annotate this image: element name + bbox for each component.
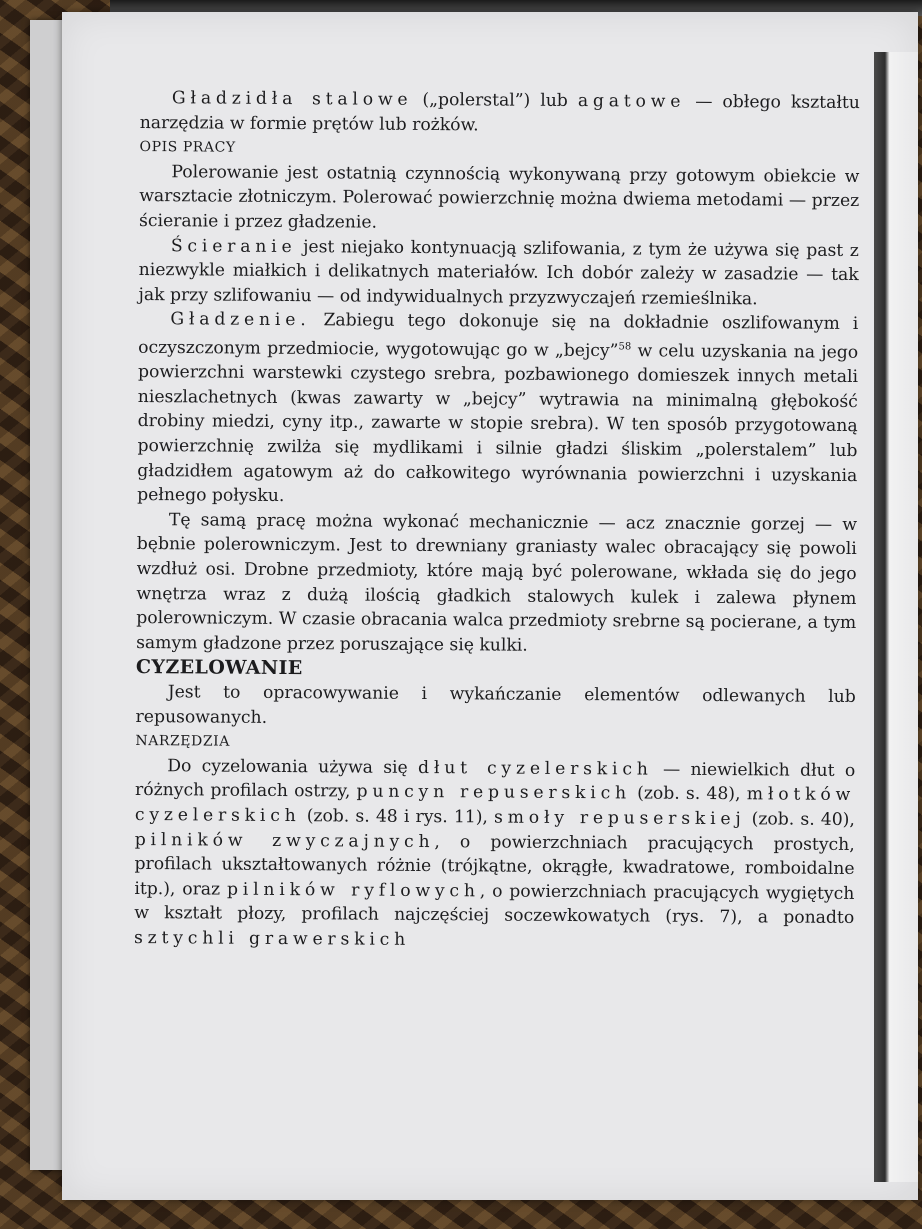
opis-paragraph-3 xyxy=(137,307,858,513)
narz-text-3: (zob. s. 48), xyxy=(630,783,747,805)
opis-paragraph-2 xyxy=(138,234,858,313)
term-smoly-repuserskiej: smoły repuserskiej xyxy=(494,807,746,830)
opis-p2-text: jest niejako kontynuacją szlifowania, z tym że używa się past z niezwykle miałkich i delikatnych materiałów. Ich dobór zależy w zasadzie — tak jak przy szlifowaniu — od indywidualnych przyzwyczajeń rzemieślnika. xyxy=(138,236,859,310)
page-binding-shadow xyxy=(874,52,918,1182)
term-scieranie: Ścieranie xyxy=(170,235,297,257)
term-gladzidla-stalowe: Gładzidła stalowe xyxy=(171,88,413,110)
intro-text-1: („polerstal”) lub xyxy=(412,89,578,112)
narz-text-2: — niewielkich dłut o różnych profilach ostrzy, xyxy=(135,759,856,802)
term-gladzenie: Gładzenie. xyxy=(170,309,311,331)
narz-text-1: Do cyzelowania używa się xyxy=(167,755,419,778)
narz-text-4: (zob. s. 48 i rys. 11), xyxy=(300,806,495,828)
term-pilnikow-ryflowych: pilników ryflowych xyxy=(226,879,480,902)
footnote-marker: 58 xyxy=(618,341,632,353)
narz-text-6: , o powierzchniach pracujących prostych, profilach ukształtowanych różnie (trójkątne, okrągłe, kwadratowe, romboidalne itp.), oraz xyxy=(134,831,855,900)
narzedzia-paragraph xyxy=(134,754,855,956)
intro-paragraph xyxy=(140,86,860,140)
page-text xyxy=(134,86,860,956)
narz-text-5: (zob. s. 40), xyxy=(745,809,855,830)
opis-pracy-heading: OPIS PRACY xyxy=(139,139,236,156)
opis-paragraph-4: Tę samą pracę można wykonać mechanicznie — acz znacznie gorzej — w bębnie polerowniczym. Jest to drewniany graniasty walec obracający się powoli wzdłuż osi. Drobne przedmioty, które mają być polerowane, wkłada się do jego wnętrza wraz z dużą ilością gładkich stalowych kulek i zalewa płynem polerowniczym. W czasie obracania walca przedmioty srebrne są pocierane, a tym samym gładzone przez poruszające się kulki. xyxy=(136,510,858,656)
term-mlotkow-cyzelerskich: młotków cyzelerskich xyxy=(134,784,856,827)
opis-paragraph-1: Polerowanie jest ostatnią czynnością wykonywaną przy gotowym obiekcie w warsztacie złotniczym. Polerować powierzchnię można dwiema metodami — przez ścieranie i przez gładzenie. xyxy=(138,162,860,233)
intro-text-2: — obłego kształtu narzędzia w formie prętów lub rożków. xyxy=(139,91,860,135)
cyzelowanie-paragraph: Jest to opracowywanie i wykańczanie elementów odlewanych lub repusowanych. xyxy=(135,682,856,728)
term-puncyn-repuserskich: puncyn repuserskich xyxy=(356,781,631,804)
opis-p3-text-1: Zabiegu tego dokonuje się na dokładnie oszlifowanym i oczyszczonym przedmiocie, wygotowując go w „bejcy” xyxy=(138,310,859,362)
narzedzia-heading: NARZĘDZIA xyxy=(135,733,230,750)
narz-text-7: , o powierzchniach pracujących wygiętych w kształt płozy, profilach najczęściej soczewkowatych (rys. 7), a ponadto xyxy=(134,881,855,929)
cyzelowanie-heading: CYZELOWANIE xyxy=(135,656,303,680)
term-sztychli-grawerskich: sztychli grawerskich xyxy=(133,927,411,950)
term-agatowe: agatowe xyxy=(577,91,686,112)
term-pilnikow-zwyczajnych: pilników zwyczajnych xyxy=(134,829,435,852)
opis-p3-text-2: w celu uzyskania na jego powierzchni warstewki czystego srebra, pozbawionego domieszek innych metali nieszlachetnych (kwas zawarty w „bejcy” wytrawia na minimalną głębokość drobiny miedzi, cyny itp., zawarte w stopie srebra). W ten sposób przygotowaną powierzchnię zwilża się mydlikami i silnie gładzi śliskim „polerstalem” lub gładzidłem agatowym aż do całkowitego wyrównania powierzchni i uzyskania pełnego połysku. xyxy=(137,341,859,507)
term-dlut-cyzelerskich: dłut cyzelerskich xyxy=(418,757,653,780)
